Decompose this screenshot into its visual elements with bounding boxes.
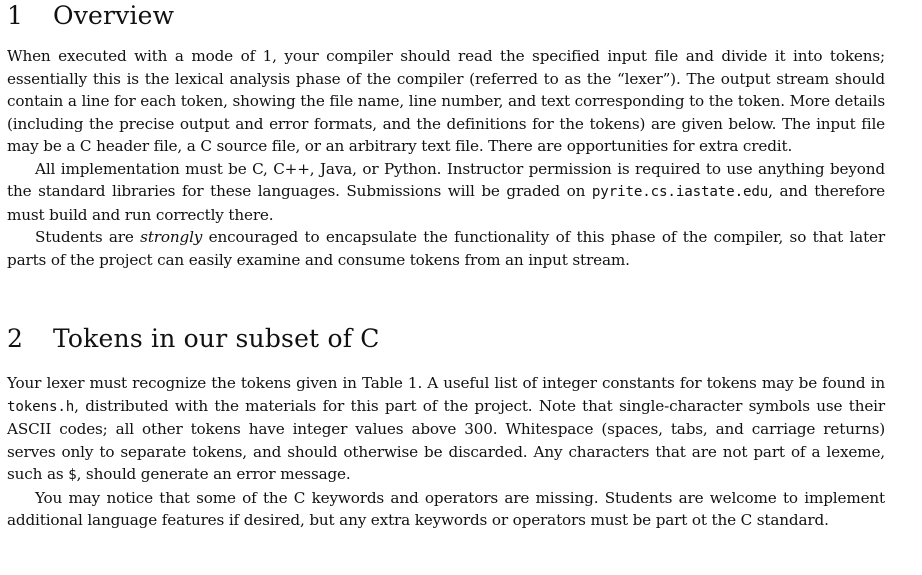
overview-paragraph-3 xyxy=(7,226,885,271)
text-run: encouraged to encapsulate the functionality of this phase of the compiler, so that later parts of the project can easily examine and consume tokens from an input stream. xyxy=(7,228,885,269)
text-run: All implementation must be C, C++, Java, or Python. Instructor permission is required to use anything beyond the standard libraries for these languages. Submissions will be graded on xyxy=(7,159,885,200)
section-number: 2 xyxy=(7,324,24,353)
section-number: 1 xyxy=(7,1,24,30)
section-title: Tokens in our subset of C xyxy=(53,324,380,353)
emphasis: strongly xyxy=(140,228,203,246)
text-run: , should generate an error message. xyxy=(76,465,351,483)
server-name: pyrite.cs.iastate.edu xyxy=(591,184,769,200)
overview-body xyxy=(7,45,885,271)
file-name: tokens.h xyxy=(7,398,75,415)
dollar-symbol: $ xyxy=(68,467,77,483)
section-heading-overview xyxy=(7,1,174,30)
tokens-paragraph-2: You may notice that some of the C keywords and operators are missing. Students are welcome to implement additional language features if desired, but any extra keywords or operators must be part ot the C standard. xyxy=(7,488,885,529)
text-run: Your lexer must recognize the tokens given in Table 1. A useful list of integer constants for tokens may be found in xyxy=(7,374,885,392)
tokens-paragraph-1 xyxy=(7,372,885,487)
text-run: , and therefore must build and run correctly there. xyxy=(7,182,885,224)
overview-paragraph-2 xyxy=(7,158,885,227)
section-title: Overview xyxy=(53,1,175,30)
text-run: Students are xyxy=(35,228,141,246)
text-run: , distributed with the materials for this part of the project. Note that single-character symbols use their ASCII codes; all other tokens have integer values above 300. Whitespace (spaces, tabs, and carriage returns) serves only to separate tokens, and should otherwise be discarded. Any characters that are not part of a lexeme, such as xyxy=(7,396,885,483)
tokens-body xyxy=(7,372,885,532)
section-heading-tokens xyxy=(7,324,380,353)
overview-paragraph-1: When executed with a mode of 1, your compiler should read the specified input file and divide it into tokens; essentially this is the lexical analysis phase of the compiler (referred to as the “lexer”). The output stream should contain a line for each token, showing the file name, line number, and text corresponding to the token. More details (including the precise output and error formats, and the definitions for the tokens) are given below. The input file may be a C header file, a C source file, or an arbitrary text file. There are opportunities for extra credit. xyxy=(7,47,885,155)
